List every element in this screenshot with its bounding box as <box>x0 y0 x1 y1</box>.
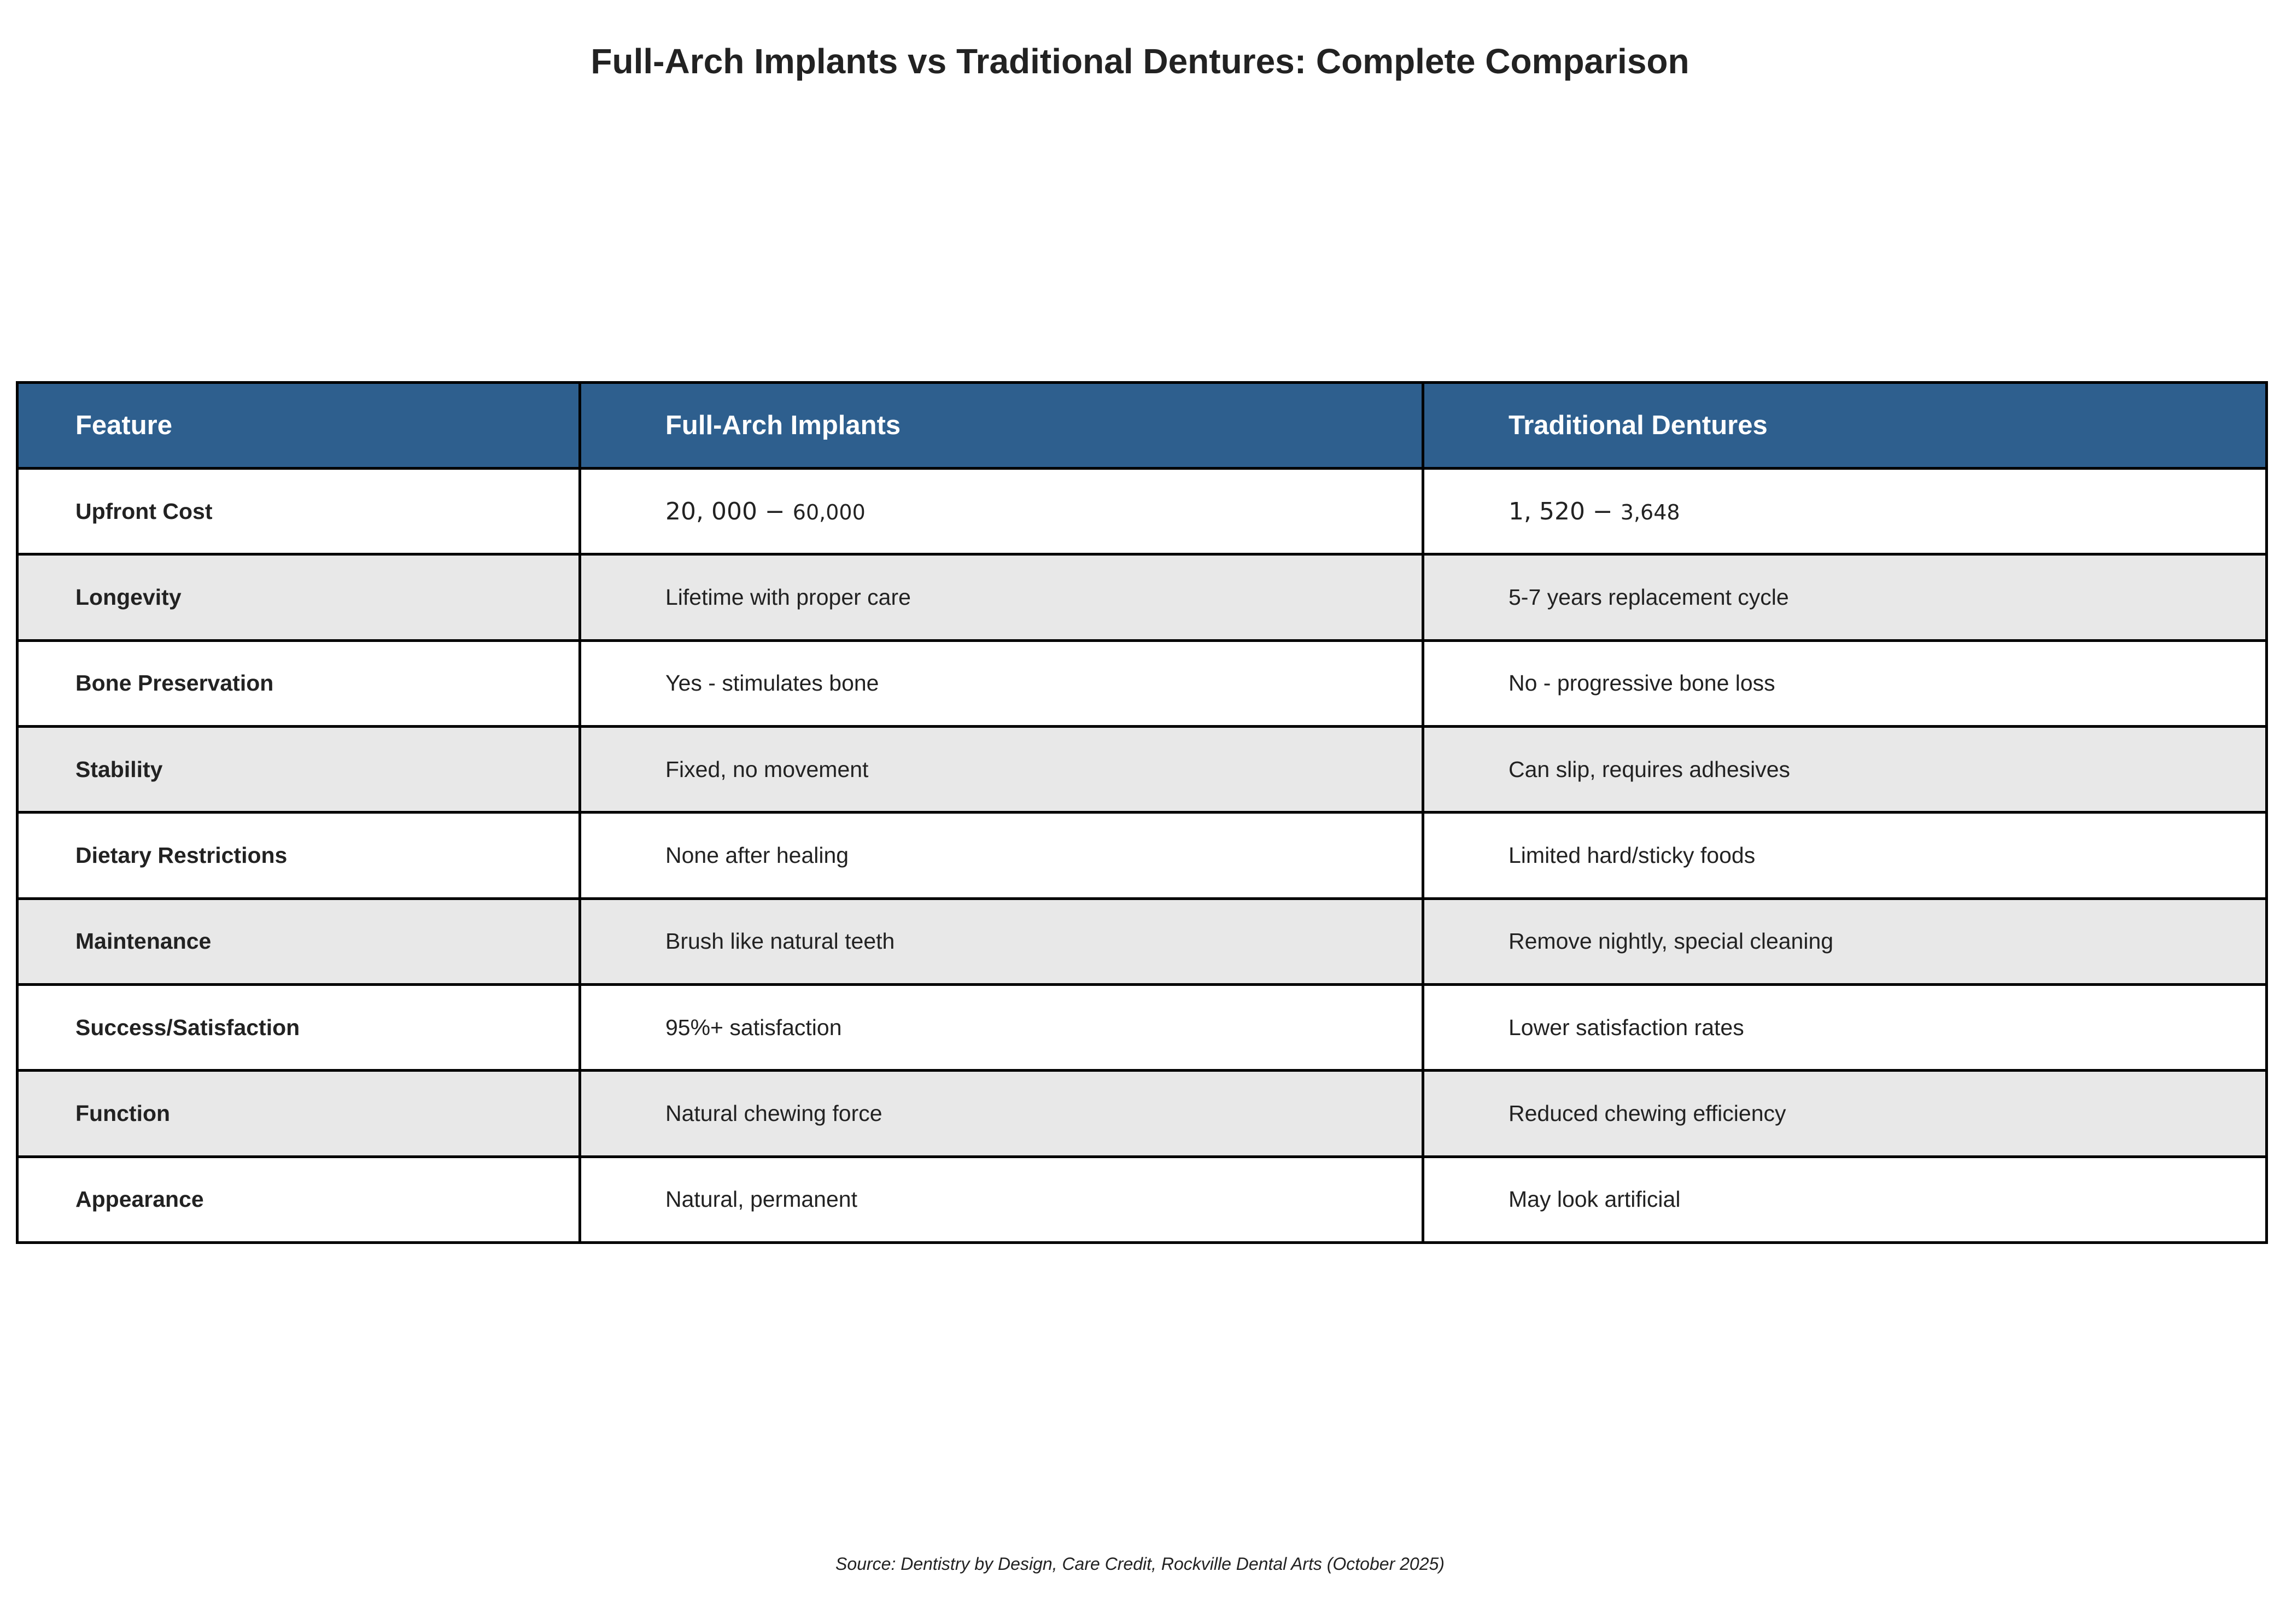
implants-cost-range-start: 20, 000 − <box>665 497 793 525</box>
dentures-cell: Can slip, requires adhesives <box>1423 726 2267 812</box>
implants-cell: Yes - stimulates bone <box>580 640 1423 726</box>
table-row-bone-preservation <box>17 640 2267 726</box>
dentures-cell <box>1423 469 2267 554</box>
dentures-cell: Limited hard/sticky foods <box>1423 813 2267 898</box>
implants-cell: None after healing <box>580 813 1423 898</box>
dentures-cell: Remove nightly, special cleaning <box>1423 898 2267 984</box>
dentures-cost-range-end: 3,648 <box>1620 500 1680 524</box>
table-row-dietary-restrictions <box>17 813 2267 898</box>
chart-title: Full-Arch Implants vs Traditional Dentures: Complete Comparison <box>591 42 1689 81</box>
implants-cell: Natural, permanent <box>580 1156 1423 1242</box>
implants-cell: 95%+ satisfaction <box>580 984 1423 1070</box>
table-row-stability <box>17 726 2267 812</box>
table-row-appearance <box>17 1156 2267 1242</box>
table-row-success-satisfaction <box>17 984 2267 1070</box>
comparison-table <box>16 381 2268 1244</box>
dentures-cell: Lower satisfaction rates <box>1423 984 2267 1070</box>
implants-cell <box>580 469 1423 554</box>
feature-cell: Bone Preservation <box>17 640 580 726</box>
feature-cell: Dietary Restrictions <box>17 813 580 898</box>
table-row-function <box>17 1071 2267 1156</box>
dentures-cell: 5-7 years replacement cycle <box>1423 554 2267 640</box>
table-row-longevity <box>17 554 2267 640</box>
column-header-implants: Full-Arch Implants <box>580 383 1423 469</box>
feature-cell: Longevity <box>17 554 580 640</box>
feature-cell: Stability <box>17 726 580 812</box>
feature-cell: Upfront Cost <box>17 469 580 554</box>
feature-cell: Appearance <box>17 1156 580 1242</box>
implants-cell: Lifetime with proper care <box>580 554 1423 640</box>
implants-cost-range-end: 60,000 <box>792 500 866 524</box>
dentures-cell: Reduced chewing efficiency <box>1423 1071 2267 1156</box>
implants-cell: Natural chewing force <box>580 1071 1423 1156</box>
implants-cell: Fixed, no movement <box>580 726 1423 812</box>
table-header-row <box>17 383 2267 469</box>
implants-cell: Brush like natural teeth <box>580 898 1423 984</box>
feature-cell: Maintenance <box>17 898 580 984</box>
column-header-dentures: Traditional Dentures <box>1423 383 2267 469</box>
feature-cell: Success/Satisfaction <box>17 984 580 1070</box>
feature-cell: Function <box>17 1071 580 1156</box>
dentures-cell: No - progressive bone loss <box>1423 640 2267 726</box>
dentures-cost-range-start: 1, 520 − <box>1509 497 1621 525</box>
source-note: Source: Dentistry by Design, Care Credit, Rockville Dental Arts (October 2025) <box>835 1554 1445 1574</box>
table-row-maintenance <box>17 898 2267 984</box>
column-header-feature: Feature <box>17 383 580 469</box>
dentures-cell: May look artificial <box>1423 1156 2267 1242</box>
table-row-upfront-cost <box>17 469 2267 554</box>
